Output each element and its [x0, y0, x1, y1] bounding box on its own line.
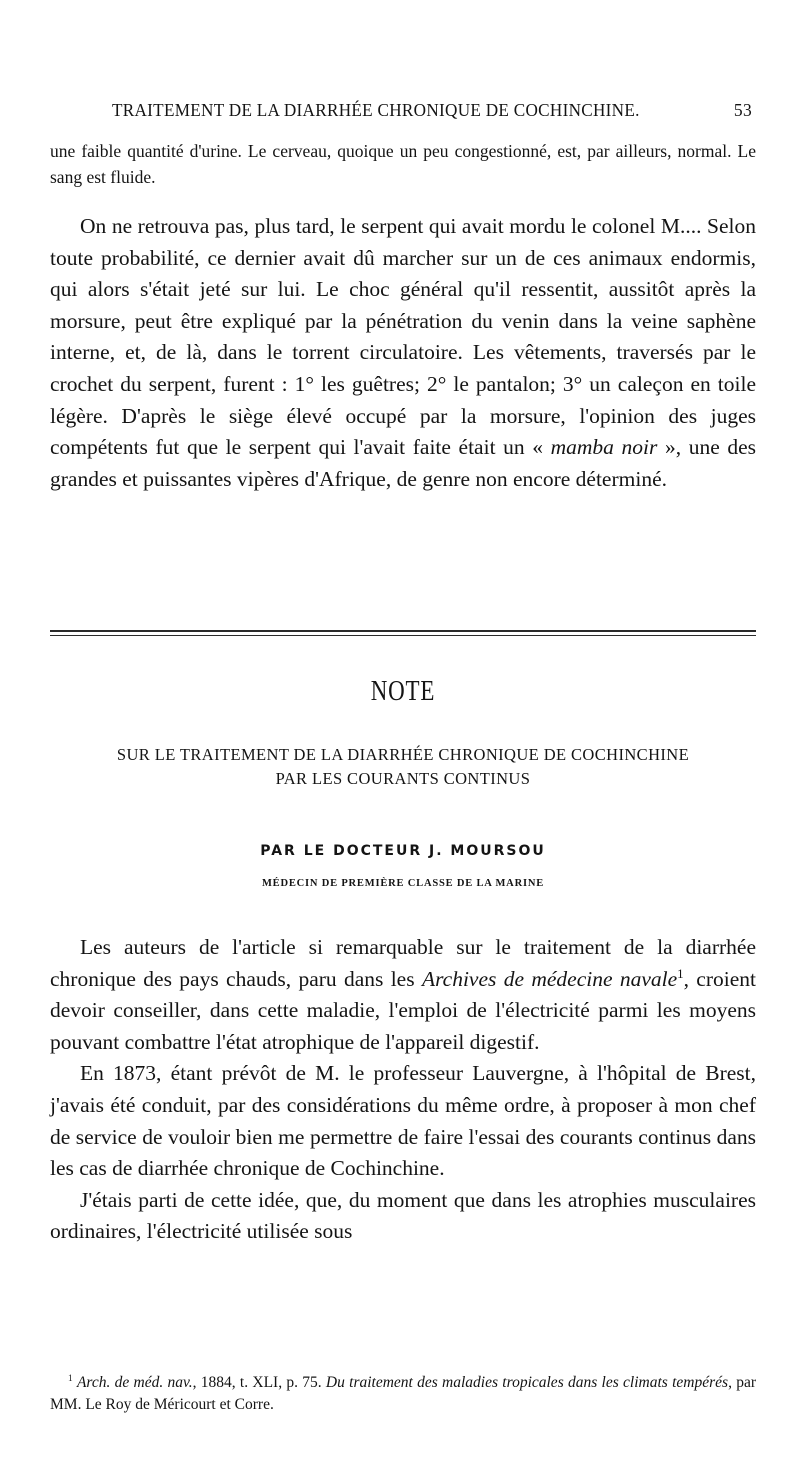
paragraph-serpent: [50, 211, 756, 495]
running-head: [50, 96, 756, 124]
note-title-block: [50, 676, 756, 708]
footnote-authors: , par MM. Le Roy de Méricourt et Corre.: [50, 1374, 757, 1413]
note-title: NOTE: [370, 676, 436, 707]
paragraph-serpent-part1: On ne retrouva pas, plus tard, le serpent qui avait mordu le colonel M.... Selon toute probabilité, ce dernier avait dû marcher sur un de ces animaux endormis, qui alors s'était jeté sur lui. Le choc général qu'il ressentit, aussitôt après la morsure, peut être expliqué par la pénétration du venin dans la veine saphène interne, et, de là, dans le torrent circulatoire. Les vêtements, traversés par le crochet du serpent, furent : 1° les guêtres; 2° le pantalon; 3° un caleçon en toile légère. D'après le siège élevé occupé par la morsure, l'opinion des juges compétents fut que le serpent qui l'avait faite était un «: [50, 214, 756, 460]
paragraph-archives: [50, 932, 756, 1058]
footnote: [50, 1372, 756, 1416]
author-line: PAR LE DOCTEUR J. MOURSOU: [260, 843, 546, 859]
mamba-noir-italic: mamba noir: [550, 435, 658, 460]
paragraph-archives-part2: , croient devoir conseiller, dans cette maladie, l'emploi de l'électricité parmi les moyens pouvant combattre l'état atrophique de l'appareil digestif.: [50, 966, 756, 1054]
footnote-title: Du traitement des maladies tropicales dans les climats tempérés: [325, 1374, 729, 1391]
paragraph-idee: J'étais parti de cette idée, que, du moment que dans les atrophies musculaires ordinaires, l'électricité utilisée sous: [50, 1187, 756, 1244]
paragraph-serpent-part2: », une des grandes et puissantes vipères d'Afrique, de genre non encore déterminé.: [50, 435, 757, 491]
footnote-journal: Arch. de méd. nav.: [76, 1374, 193, 1391]
footnote-citation: , 1884, t. XLI, p. 75.: [192, 1374, 322, 1391]
archives-italic: Archives de médecine navale: [421, 966, 678, 991]
article-body: [50, 932, 756, 1248]
paragraph-serpent-text: [50, 211, 756, 495]
paragraph-archives-part1: Les auteurs de l'article si remarquable sur le traitement de la diarrhée chronique des pays chauds, paru dans les: [50, 935, 756, 991]
note-subtitle-line1: SUR LE TRAITEMENT DE LA DIARRHÉE CHRONIQUE DE COCHINCHINE: [116, 745, 690, 764]
section-divider: [50, 630, 756, 636]
footnote-text: [50, 1372, 756, 1416]
note-subtitle-line2: PAR LES COURANTS CONTINUS: [275, 769, 531, 788]
paragraph-1873: En 1873, étant prévôt de M. le professeur Lauvergne, à l'hôpital de Brest, j'avais été conduit, par des considérations du même ordre, à proposer à mon chef de service de vouloir bien me permettre de faire l'essai des courants continus dans les cas de diarrhée chronique de Cochinchine.: [50, 1061, 756, 1181]
note-subtitle-block: [50, 743, 756, 791]
running-title: TRAITEMENT DE LA DIARRHÉE CHRONIQUE DE COCHINCHINE.: [112, 100, 640, 120]
continuation-text: une faible quantité d'urine. Le cerveau, quoique un peu congestionné, est, par ailleurs, normal. Le sang est fluide.: [50, 141, 756, 187]
author-rank: MÉDECIN DE PREMIÈRE CLASSE DE LA MARINE: [261, 878, 545, 889]
book-page: [50, 0, 756, 1462]
page-number: 53: [733, 100, 752, 120]
footnote-marker: 1: [677, 966, 684, 981]
footnote-number: 1: [68, 1373, 73, 1384]
